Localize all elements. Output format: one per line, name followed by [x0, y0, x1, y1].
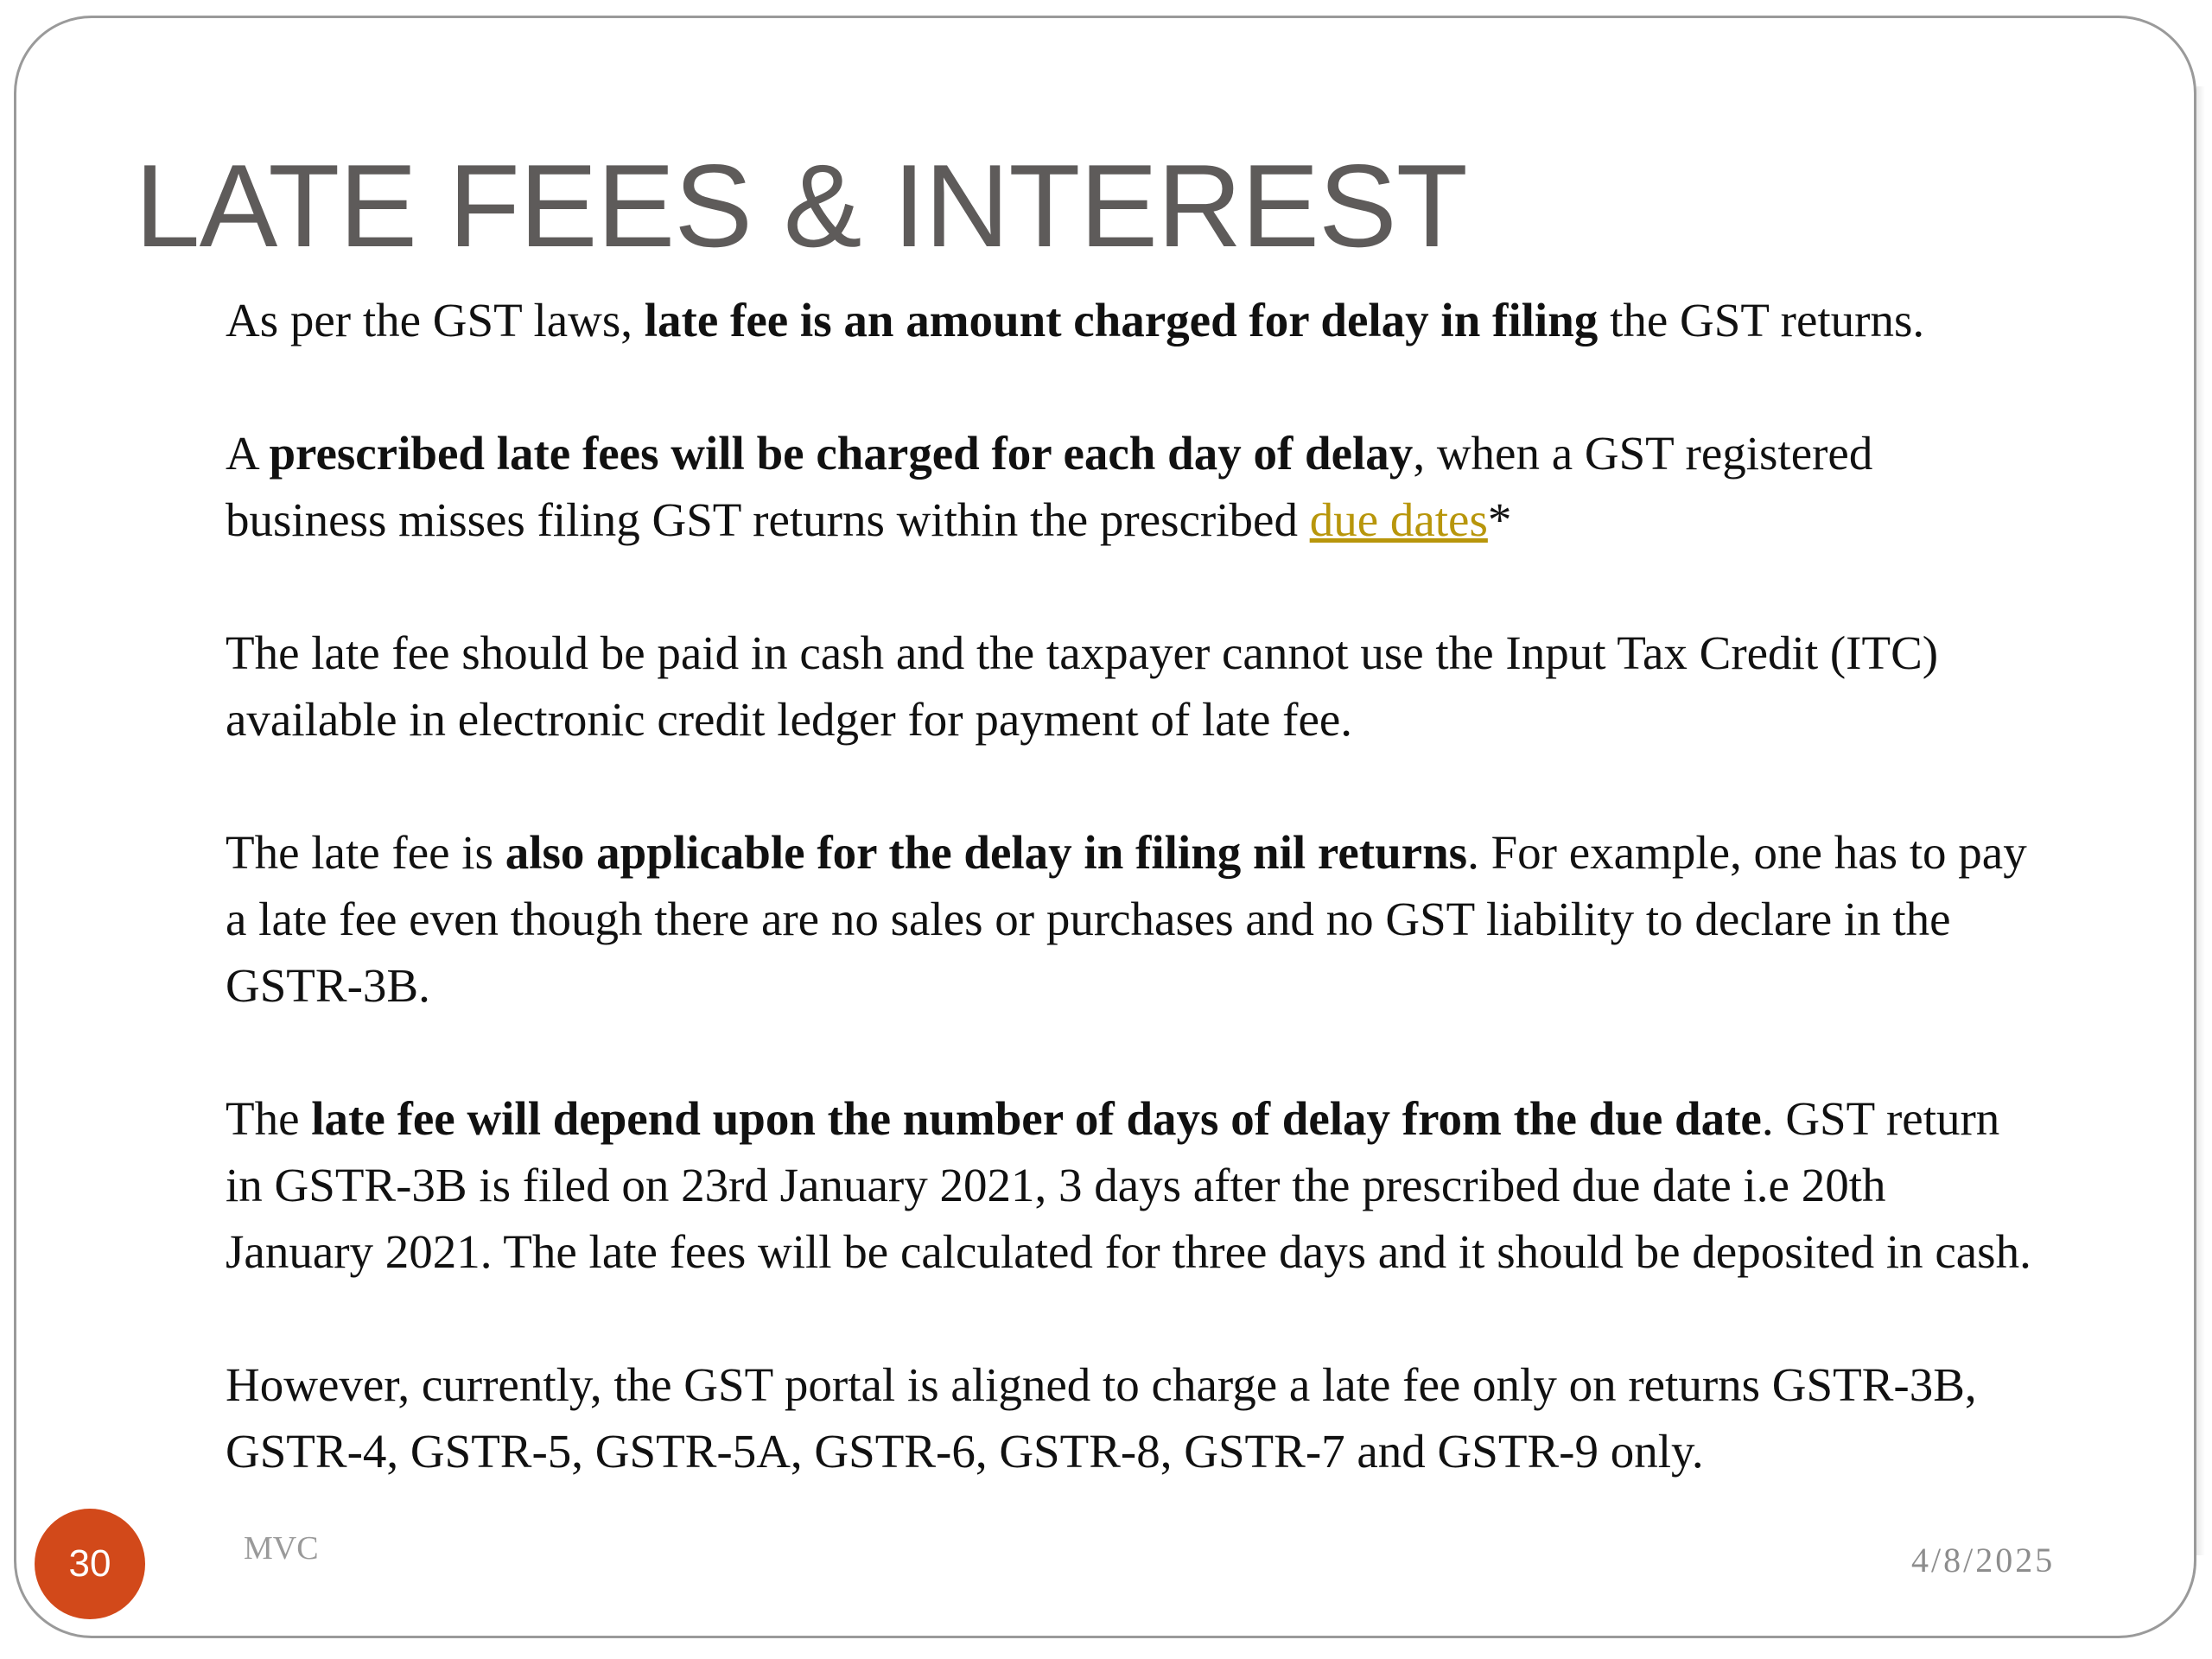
slide-body [226, 287, 2031, 1484]
paragraph-portal-returns [226, 1351, 2031, 1484]
paragraph-prescribed-late-fees [226, 420, 2031, 553]
text-run: * [1487, 493, 1512, 546]
slide-shadow [2196, 86, 2205, 1555]
paragraph-days-of-delay [226, 1085, 2031, 1285]
text-run: . For example, one has to pay a late fee even though there are no sales or purchases and no GST liability to declare in the GSTR-3B. [226, 826, 2027, 1012]
page-number-badge: 30 [35, 1509, 145, 1619]
text-run: However, currently, the GST portal is aligned to charge a late fee only on returns GSTR-3B, GSTR-4, GSTR-5, GSTR-5A, GSTR-6, GSTR-8, GSTR-7 and GSTR-9 only. [226, 1358, 1977, 1478]
footer-date: 4/8/2025 [1911, 1541, 2056, 1580]
paragraph-nil-returns [226, 819, 2031, 1019]
text-run: As per the GST laws, [226, 294, 645, 346]
bold-text: late fee will depend upon the number of days of delay from the due date [311, 1092, 1762, 1145]
text-run: The late fee should be paid in cash and the taxpayer cannot use the Input Tax Credit (ITC) available in electronic credit ledger for payment of late fee. [226, 626, 1939, 746]
paragraph-late-fee-definition [226, 287, 2031, 353]
text-run: , when a GST registered business misses filing GST returns within the prescribed [226, 427, 1873, 546]
paragraph-cash-payment [226, 620, 2031, 753]
due-dates-link[interactable]: due dates [1309, 493, 1488, 546]
text-run: the GST returns. [1598, 294, 1925, 346]
footer-text: MVC [244, 1530, 319, 1567]
bold-text: also applicable for the delay in filing nil returns [505, 826, 1468, 879]
slide-title: LATE FEES & INTEREST [135, 140, 1467, 271]
bold-text: late fee is an amount charged for delay in filing [644, 294, 1599, 346]
text-run: The [226, 1092, 312, 1145]
text-run: The late fee is [226, 826, 505, 879]
text-run: A [226, 427, 270, 480]
text-run: . GST return in GSTR-3B is filed on 23rd January 2021, 3 days after the prescribed due date i.e 20th January 2021. The late fees will be calculated for three days and it should be deposited in cash. [226, 1092, 2031, 1278]
bold-text: prescribed late fees will be charged for each day of delay [269, 427, 1414, 480]
